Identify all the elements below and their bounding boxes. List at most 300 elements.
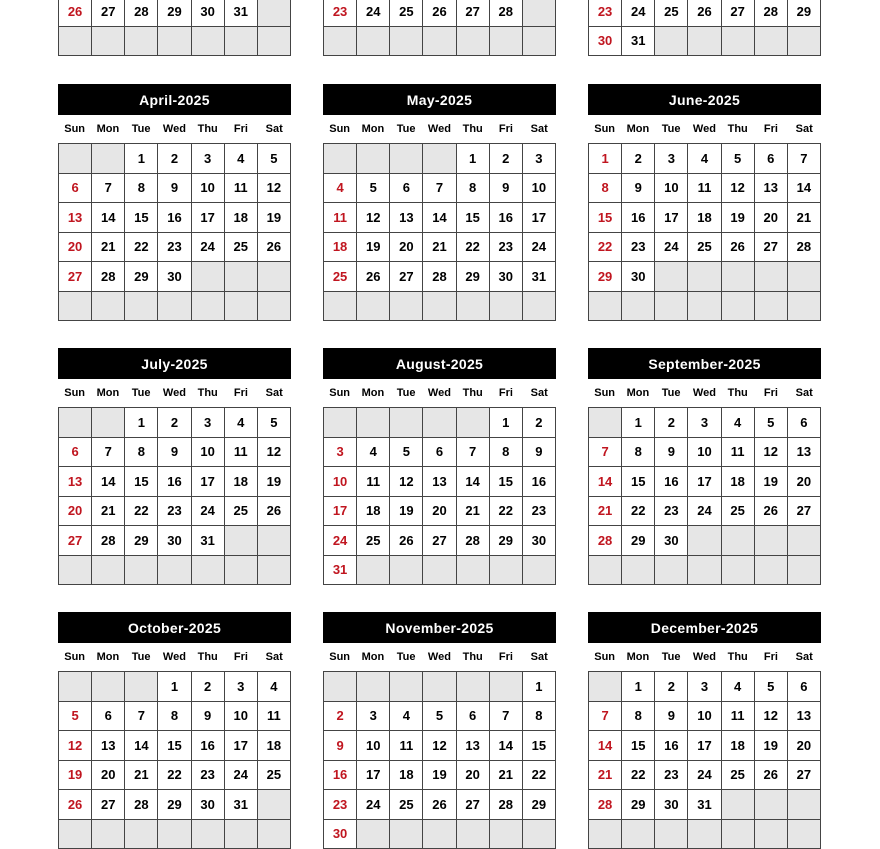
day-cell[interactable]: 31	[324, 556, 357, 586]
day-cell[interactable]: 1	[457, 144, 490, 174]
day-cell[interactable]: 25	[722, 497, 755, 527]
day-cell[interactable]: 5	[755, 408, 788, 438]
day-cell[interactable]: 26	[688, 0, 721, 27]
day-cell[interactable]: 5	[423, 702, 456, 732]
day-cell[interactable]: 13	[390, 203, 423, 233]
day-cell[interactable]: 2	[655, 408, 688, 438]
day-cell[interactable]: 7	[788, 144, 821, 174]
day-cell[interactable]: 30	[158, 262, 191, 292]
day-cell[interactable]: 17	[688, 467, 721, 497]
day-cell[interactable]: 22	[125, 497, 158, 527]
day-cell[interactable]: 19	[755, 731, 788, 761]
day-cell[interactable]: 8	[158, 702, 191, 732]
day-cell[interactable]: 16	[655, 467, 688, 497]
day-cell[interactable]: 11	[225, 174, 258, 204]
day-cell[interactable]: 20	[423, 497, 456, 527]
day-cell[interactable]: 1	[622, 672, 655, 702]
day-cell[interactable]: 28	[490, 790, 523, 820]
day-cell[interactable]: 28	[589, 526, 622, 556]
day-cell[interactable]: 13	[788, 702, 821, 732]
day-cell[interactable]: 10	[225, 702, 258, 732]
day-cell[interactable]: 4	[225, 408, 258, 438]
day-cell[interactable]: 11	[390, 731, 423, 761]
day-cell[interactable]: 13	[59, 467, 92, 497]
day-cell[interactable]: 28	[589, 790, 622, 820]
day-cell[interactable]: 30	[158, 526, 191, 556]
day-cell[interactable]: 27	[788, 497, 821, 527]
day-cell[interactable]: 4	[390, 702, 423, 732]
day-cell[interactable]: 6	[423, 438, 456, 468]
day-cell[interactable]: 19	[755, 467, 788, 497]
day-cell[interactable]: 2	[158, 144, 191, 174]
day-cell[interactable]: 10	[688, 702, 721, 732]
day-cell[interactable]: 29	[523, 790, 556, 820]
day-cell[interactable]: 12	[59, 731, 92, 761]
day-cell[interactable]: 1	[589, 144, 622, 174]
day-cell[interactable]: 9	[655, 438, 688, 468]
day-cell[interactable]: 14	[92, 203, 125, 233]
day-cell[interactable]: 20	[59, 233, 92, 263]
day-cell[interactable]: 7	[457, 438, 490, 468]
day-cell[interactable]: 7	[589, 702, 622, 732]
day-cell[interactable]: 21	[92, 233, 125, 263]
day-cell[interactable]: 25	[225, 233, 258, 263]
day-cell[interactable]: 15	[490, 467, 523, 497]
day-cell[interactable]: 7	[490, 702, 523, 732]
day-cell[interactable]: 18	[225, 467, 258, 497]
day-cell[interactable]: 19	[357, 233, 390, 263]
day-cell[interactable]: 21	[92, 497, 125, 527]
day-cell[interactable]: 24	[688, 761, 721, 791]
day-cell[interactable]: 22	[622, 497, 655, 527]
day-cell[interactable]: 5	[357, 174, 390, 204]
day-cell[interactable]: 30	[192, 790, 225, 820]
day-cell[interactable]: 13	[755, 174, 788, 204]
day-cell[interactable]: 2	[192, 672, 225, 702]
day-cell[interactable]: 29	[622, 526, 655, 556]
day-cell[interactable]: 29	[622, 790, 655, 820]
day-cell[interactable]: 12	[258, 438, 291, 468]
day-cell[interactable]: 27	[92, 790, 125, 820]
day-cell[interactable]: 22	[457, 233, 490, 263]
day-cell[interactable]: 2	[523, 408, 556, 438]
day-cell[interactable]: 23	[655, 761, 688, 791]
day-cell[interactable]: 15	[158, 731, 191, 761]
day-cell[interactable]: 18	[324, 233, 357, 263]
day-cell[interactable]: 20	[390, 233, 423, 263]
day-cell[interactable]: 30	[192, 0, 225, 27]
day-cell[interactable]: 28	[125, 790, 158, 820]
day-cell[interactable]: 17	[688, 731, 721, 761]
day-cell[interactable]: 20	[457, 761, 490, 791]
day-cell[interactable]: 22	[523, 761, 556, 791]
day-cell[interactable]: 21	[589, 761, 622, 791]
day-cell[interactable]: 8	[622, 702, 655, 732]
day-cell[interactable]: 29	[125, 526, 158, 556]
day-cell[interactable]: 18	[225, 203, 258, 233]
day-cell[interactable]: 14	[92, 467, 125, 497]
day-cell[interactable]: 25	[357, 526, 390, 556]
day-cell[interactable]: 11	[722, 438, 755, 468]
day-cell[interactable]: 4	[324, 174, 357, 204]
day-cell[interactable]: 18	[688, 203, 721, 233]
day-cell[interactable]: 16	[622, 203, 655, 233]
day-cell[interactable]: 31	[688, 790, 721, 820]
day-cell[interactable]: 29	[490, 526, 523, 556]
day-cell[interactable]: 25	[258, 761, 291, 791]
day-cell[interactable]: 27	[390, 262, 423, 292]
day-cell[interactable]: 23	[523, 497, 556, 527]
day-cell[interactable]: 20	[92, 761, 125, 791]
day-cell[interactable]: 20	[788, 731, 821, 761]
day-cell[interactable]: 27	[59, 526, 92, 556]
day-cell[interactable]: 26	[390, 526, 423, 556]
day-cell[interactable]: 24	[688, 497, 721, 527]
day-cell[interactable]: 3	[192, 408, 225, 438]
day-cell[interactable]: 5	[755, 672, 788, 702]
day-cell[interactable]: 2	[324, 702, 357, 732]
day-cell[interactable]: 25	[390, 0, 423, 27]
day-cell[interactable]: 6	[755, 144, 788, 174]
day-cell[interactable]: 6	[390, 174, 423, 204]
day-cell[interactable]: 11	[722, 702, 755, 732]
day-cell[interactable]: 4	[357, 438, 390, 468]
day-cell[interactable]: 28	[490, 0, 523, 27]
day-cell[interactable]: 13	[92, 731, 125, 761]
day-cell[interactable]: 20	[59, 497, 92, 527]
day-cell[interactable]: 17	[324, 497, 357, 527]
day-cell[interactable]: 6	[788, 408, 821, 438]
day-cell[interactable]: 12	[423, 731, 456, 761]
day-cell[interactable]: 22	[589, 233, 622, 263]
day-cell[interactable]: 17	[192, 203, 225, 233]
day-cell[interactable]: 27	[788, 761, 821, 791]
day-cell[interactable]: 16	[158, 203, 191, 233]
day-cell[interactable]: 31	[225, 0, 258, 27]
day-cell[interactable]: 17	[523, 203, 556, 233]
day-cell[interactable]: 3	[688, 408, 721, 438]
day-cell[interactable]: 28	[457, 526, 490, 556]
day-cell[interactable]: 1	[125, 144, 158, 174]
day-cell[interactable]: 15	[125, 203, 158, 233]
day-cell[interactable]: 3	[357, 702, 390, 732]
day-cell[interactable]: 8	[125, 174, 158, 204]
day-cell[interactable]: 27	[457, 0, 490, 27]
day-cell[interactable]: 6	[59, 438, 92, 468]
day-cell[interactable]: 13	[457, 731, 490, 761]
day-cell[interactable]: 17	[655, 203, 688, 233]
day-cell[interactable]: 1	[622, 408, 655, 438]
day-cell[interactable]: 21	[457, 497, 490, 527]
day-cell[interactable]: 9	[192, 702, 225, 732]
day-cell[interactable]: 17	[192, 467, 225, 497]
day-cell[interactable]: 7	[423, 174, 456, 204]
day-cell[interactable]: 10	[324, 467, 357, 497]
day-cell[interactable]: 19	[423, 761, 456, 791]
day-cell[interactable]: 6	[788, 672, 821, 702]
day-cell[interactable]: 12	[258, 174, 291, 204]
day-cell[interactable]: 4	[722, 408, 755, 438]
day-cell[interactable]: 4	[225, 144, 258, 174]
day-cell[interactable]: 30	[324, 820, 357, 849]
day-cell[interactable]: 24	[357, 790, 390, 820]
day-cell[interactable]: 1	[158, 672, 191, 702]
day-cell[interactable]: 10	[688, 438, 721, 468]
day-cell[interactable]: 25	[324, 262, 357, 292]
day-cell[interactable]: 14	[423, 203, 456, 233]
day-cell[interactable]: 3	[192, 144, 225, 174]
day-cell[interactable]: 18	[722, 467, 755, 497]
day-cell[interactable]: 22	[622, 761, 655, 791]
day-cell[interactable]: 23	[158, 497, 191, 527]
day-cell[interactable]: 6	[59, 174, 92, 204]
day-cell[interactable]: 1	[523, 672, 556, 702]
day-cell[interactable]: 3	[324, 438, 357, 468]
day-cell[interactable]: 18	[357, 497, 390, 527]
day-cell[interactable]: 5	[390, 438, 423, 468]
day-cell[interactable]: 8	[622, 438, 655, 468]
day-cell[interactable]: 6	[92, 702, 125, 732]
day-cell[interactable]: 21	[125, 761, 158, 791]
day-cell[interactable]: 15	[125, 467, 158, 497]
day-cell[interactable]: 26	[357, 262, 390, 292]
day-cell[interactable]: 1	[125, 408, 158, 438]
day-cell[interactable]: 9	[490, 174, 523, 204]
day-cell[interactable]: 19	[59, 761, 92, 791]
day-cell[interactable]: 9	[324, 731, 357, 761]
day-cell[interactable]: 24	[225, 761, 258, 791]
day-cell[interactable]: 13	[788, 438, 821, 468]
day-cell[interactable]: 15	[523, 731, 556, 761]
day-cell[interactable]: 7	[589, 438, 622, 468]
day-cell[interactable]: 29	[158, 0, 191, 27]
day-cell[interactable]: 1	[490, 408, 523, 438]
day-cell[interactable]: 9	[158, 438, 191, 468]
day-cell[interactable]: 18	[390, 761, 423, 791]
day-cell[interactable]: 20	[755, 203, 788, 233]
day-cell[interactable]: 22	[490, 497, 523, 527]
day-cell[interactable]: 9	[523, 438, 556, 468]
day-cell[interactable]: 14	[589, 467, 622, 497]
day-cell[interactable]: 25	[225, 497, 258, 527]
day-cell[interactable]: 15	[622, 467, 655, 497]
day-cell[interactable]: 28	[92, 526, 125, 556]
day-cell[interactable]: 24	[357, 0, 390, 27]
day-cell[interactable]: 10	[357, 731, 390, 761]
day-cell[interactable]: 25	[655, 0, 688, 27]
day-cell[interactable]: 14	[457, 467, 490, 497]
day-cell[interactable]: 23	[158, 233, 191, 263]
day-grid	[588, 143, 821, 321]
day-cell[interactable]: 18	[258, 731, 291, 761]
day-cell[interactable]: 26	[755, 497, 788, 527]
day-cell[interactable]: 30	[589, 27, 622, 57]
day-cell[interactable]: 30	[523, 526, 556, 556]
day-cell[interactable]: 30	[655, 526, 688, 556]
month-title: August-2025	[323, 348, 556, 379]
day-cell[interactable]: 2	[158, 408, 191, 438]
day-cell[interactable]: 22	[125, 233, 158, 263]
day-cell[interactable]: 27	[59, 262, 92, 292]
day-cell[interactable]: 26	[59, 0, 92, 27]
day-cell[interactable]: 15	[622, 731, 655, 761]
day-cell[interactable]: 15	[457, 203, 490, 233]
day-cell[interactable]: 28	[755, 0, 788, 27]
day-cell[interactable]: 23	[324, 0, 357, 27]
day-cell[interactable]: 2	[622, 144, 655, 174]
day-cell[interactable]: 15	[589, 203, 622, 233]
day-cell[interactable]: 24	[192, 497, 225, 527]
day-cell[interactable]: 28	[423, 262, 456, 292]
day-cell[interactable]: 13	[59, 203, 92, 233]
day-cell[interactable]: 2	[655, 672, 688, 702]
day-cell[interactable]: 9	[655, 702, 688, 732]
day-cell[interactable]: 16	[490, 203, 523, 233]
day-cell[interactable]: 4	[688, 144, 721, 174]
day-cell[interactable]: 8	[523, 702, 556, 732]
day-cell[interactable]: 3	[655, 144, 688, 174]
day-cell[interactable]: 29	[125, 262, 158, 292]
day-cell[interactable]: 10	[192, 174, 225, 204]
day-cell[interactable]: 9	[158, 174, 191, 204]
day-cell[interactable]: 30	[622, 262, 655, 292]
day-cell[interactable]: 24	[192, 233, 225, 263]
day-cell[interactable]: 26	[423, 0, 456, 27]
day-cell[interactable]: 6	[457, 702, 490, 732]
day-cell[interactable]: 13	[423, 467, 456, 497]
day-cell[interactable]: 29	[158, 790, 191, 820]
day-cell[interactable]: 31	[622, 27, 655, 57]
day-cell[interactable]: 31	[523, 262, 556, 292]
day-cell[interactable]: 24	[324, 526, 357, 556]
day-cell[interactable]: 26	[423, 790, 456, 820]
day-cell[interactable]: 21	[589, 497, 622, 527]
day-cell[interactable]: 8	[589, 174, 622, 204]
day-cell[interactable]: 17	[357, 761, 390, 791]
day-cell[interactable]: 19	[258, 467, 291, 497]
day-cell[interactable]: 7	[125, 702, 158, 732]
day-cell[interactable]: 10	[523, 174, 556, 204]
day-cell[interactable]: 26	[258, 497, 291, 527]
day-cell[interactable]: 12	[755, 702, 788, 732]
day-cell[interactable]: 16	[192, 731, 225, 761]
day-cell[interactable]: 27	[722, 0, 755, 27]
day-cell[interactable]: 25	[688, 233, 721, 263]
day-cell[interactable]: 14	[125, 731, 158, 761]
day-cell[interactable]: 26	[59, 790, 92, 820]
day-cell[interactable]: 14	[589, 731, 622, 761]
day-cell[interactable]: 27	[457, 790, 490, 820]
day-cell[interactable]: 23	[490, 233, 523, 263]
day-cell[interactable]: 21	[490, 761, 523, 791]
day-cell[interactable]: 5	[59, 702, 92, 732]
day-cell[interactable]: 31	[225, 790, 258, 820]
day-cell[interactable]: 29	[589, 262, 622, 292]
day-cell[interactable]: 20	[788, 467, 821, 497]
day-cell[interactable]: 26	[722, 233, 755, 263]
day-cell[interactable]: 5	[258, 144, 291, 174]
day-cell[interactable]: 12	[722, 174, 755, 204]
day-cell[interactable]: 17	[225, 731, 258, 761]
day-cell[interactable]: 28	[788, 233, 821, 263]
day-cell[interactable]: 21	[423, 233, 456, 263]
day-cell[interactable]: 7	[92, 174, 125, 204]
day-cell[interactable]: 30	[655, 790, 688, 820]
day-cell[interactable]: 25	[390, 790, 423, 820]
day-cell[interactable]: 26	[755, 761, 788, 791]
day-cell[interactable]: 10	[192, 438, 225, 468]
day-cell[interactable]: 4	[722, 672, 755, 702]
day-cell[interactable]: 11	[258, 702, 291, 732]
day-cell[interactable]: 14	[490, 731, 523, 761]
day-cell[interactable]: 16	[655, 731, 688, 761]
day-cell[interactable]: 24	[622, 0, 655, 27]
day-cell[interactable]: 16	[523, 467, 556, 497]
day-cell[interactable]: 21	[788, 203, 821, 233]
day-cell[interactable]: 18	[722, 731, 755, 761]
day-cell[interactable]: 24	[523, 233, 556, 263]
day-cell[interactable]: 12	[390, 467, 423, 497]
day-cell[interactable]: 23	[324, 790, 357, 820]
day-cell[interactable]: 3	[225, 672, 258, 702]
day-cell[interactable]: 8	[490, 438, 523, 468]
day-cell[interactable]: 27	[423, 526, 456, 556]
day-cell[interactable]: 8	[125, 438, 158, 468]
day-cell[interactable]: 5	[258, 408, 291, 438]
day-cell[interactable]: 29	[457, 262, 490, 292]
day-cell[interactable]: 16	[324, 761, 357, 791]
day-cell[interactable]: 30	[490, 262, 523, 292]
day-cell[interactable]: 12	[357, 203, 390, 233]
day-cell[interactable]: 8	[457, 174, 490, 204]
day-cell[interactable]: 27	[92, 0, 125, 27]
day-cell[interactable]: 12	[755, 438, 788, 468]
day-cell[interactable]: 28	[125, 0, 158, 27]
day-cell[interactable]: 11	[688, 174, 721, 204]
day-cell[interactable]: 16	[158, 467, 191, 497]
day-cell[interactable]: 3	[523, 144, 556, 174]
day-cell[interactable]: 2	[490, 144, 523, 174]
day-cell[interactable]: 7	[92, 438, 125, 468]
day-cell[interactable]: 14	[788, 174, 821, 204]
day-cell[interactable]: 3	[688, 672, 721, 702]
day-cell[interactable]: 23	[622, 233, 655, 263]
day-cell[interactable]: 19	[390, 497, 423, 527]
day-cell[interactable]: 19	[258, 203, 291, 233]
day-cell[interactable]: 11	[324, 203, 357, 233]
day-cell[interactable]: 22	[158, 761, 191, 791]
day-cell[interactable]: 10	[655, 174, 688, 204]
day-cell[interactable]: 11	[225, 438, 258, 468]
day-cell[interactable]: 23	[655, 497, 688, 527]
day-cell[interactable]: 23	[192, 761, 225, 791]
day-cell[interactable]: 31	[192, 526, 225, 556]
day-cell[interactable]: 19	[722, 203, 755, 233]
day-cell[interactable]: 4	[258, 672, 291, 702]
day-cell[interactable]: 27	[755, 233, 788, 263]
day-cell[interactable]: 29	[788, 0, 821, 27]
day-cell[interactable]: 24	[655, 233, 688, 263]
day-cell[interactable]: 25	[722, 761, 755, 791]
weekday-label: Sun	[58, 115, 91, 143]
day-cell[interactable]: 5	[722, 144, 755, 174]
day-cell[interactable]: 26	[258, 233, 291, 263]
day-cell[interactable]: 9	[622, 174, 655, 204]
day-cell[interactable]: 23	[589, 0, 622, 27]
day-cell[interactable]: 11	[357, 467, 390, 497]
day-cell[interactable]: 28	[92, 262, 125, 292]
weekday-label: Sat	[258, 379, 291, 407]
